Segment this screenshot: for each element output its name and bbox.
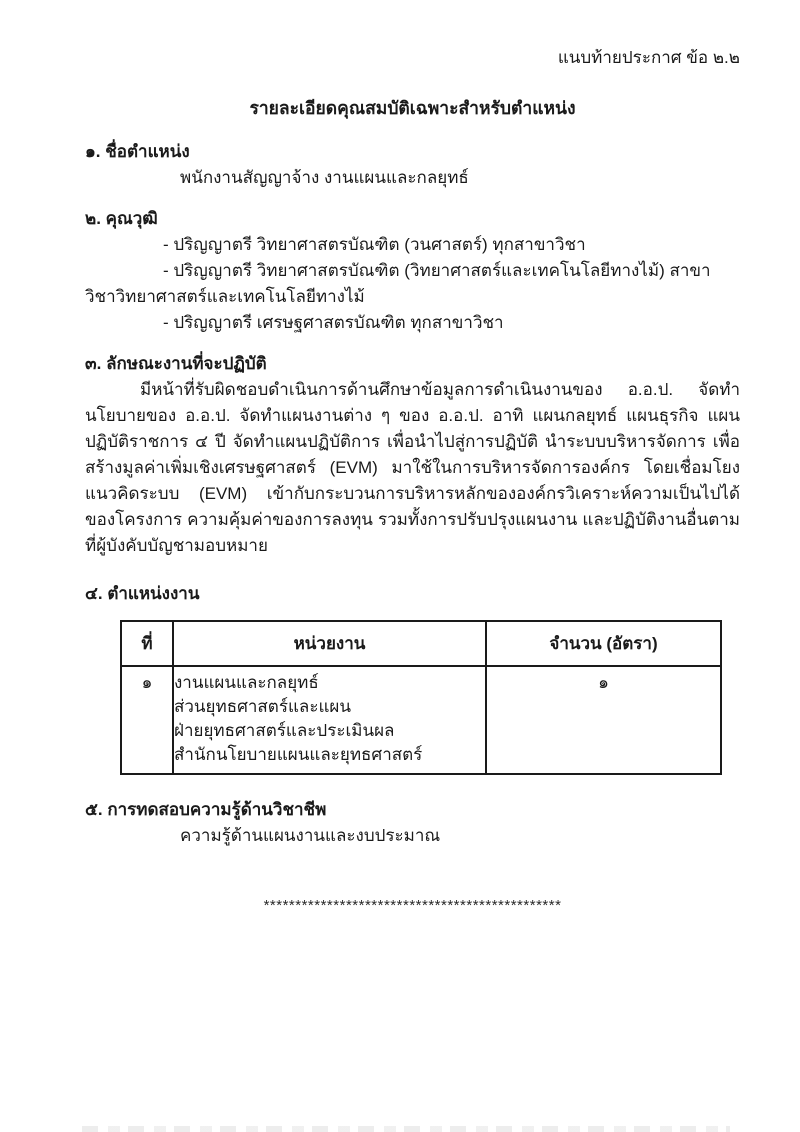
professional-test-topic: ความรู้ด้านแผนงานและงบประมาณ [180, 826, 441, 845]
position-table [120, 620, 722, 775]
position-table-body [121, 666, 721, 774]
table-cell-no: ๑ [121, 666, 173, 774]
unit-line: ส่วนยุทธศาสตร์และแผน [174, 697, 352, 716]
table-header-amount: จำนวน (อัตรา) [486, 621, 721, 666]
page-title: รายละเอียดคุณสมบัติเฉพาะสำหรับตำแหน่ง [249, 98, 576, 118]
table-header-row [121, 621, 721, 666]
qualification-item: - ปริญญาตรี วิทยาศาสตรบัณฑิต (วิทยาศาสตร์และเทคโนโลยีทางไม้) สาขาวิชาวิทยาศาสตร์และเทคโนโลยีทางไม้ [85, 261, 711, 306]
unit-line: ฝ่ายยุทธศาสตร์และประเมินผล [174, 721, 395, 740]
section1-heading: ๑. ชื่อตำแหน่ง [85, 142, 190, 161]
table-row [121, 666, 721, 774]
asterisk-divider: *********************************************** [263, 897, 562, 914]
qualification-item: - ปริญญาตรี เศรษฐศาสตรบัณฑิต ทุกสาขาวิชา [163, 313, 504, 332]
section5-heading: ๕. การทดสอบความรู้ด้านวิชาชีพ [85, 800, 327, 819]
job-description-paragraph: มีหน้าที่รับผิดชอบดำเนินการด้านศึกษาข้อมูลการดำเนินงานของ อ.อ.ป. จัดทำนโยบายของ อ.อ.ป. จัดทำแผนงานต่าง ๆ ของ อ.อ.ป. อาทิ แผนกลยุทธ์ แผนธุรกิจ แผนปฏิบัติราชการ ๔ ปี จัดทำแผนปฏิบัติการ เพื่อนำไปสู่การปฏิบัติ นำระบบบริหารจัดการ เพื่อสร้างมูลค่าเพิ่มเชิงเศรษฐศาสตร์ (EVM) มาใช้ในการบริหารจัดการองค์กร โดยเชื่อมโยงแนวคิดระบบ (EVM) เข้ากับกระบวนการบริหารหลักขององค์กรวิเคราะห์ความเป็นไปได้ของโครงการ ความคุ้มค่าของการลงทุน รวมทั้งการปรับปรุงแผนงาน และปฏิบัติงานอื่นตามที่ผู้บังคับบัญชามอบหมาย [85, 380, 740, 555]
section4-heading: ๔. ตำแหน่งงาน [85, 584, 200, 603]
position-name: พนักงานสัญญาจ้าง งานแผนและกลยุทธ์ [180, 168, 469, 187]
annex-reference-note: แนบท้ายประกาศ ข้อ ๒.๒ [557, 48, 740, 67]
qualification-item: - ปริญญาตรี วิทยาศาสตรบัณฑิต (วนศาสตร์) ทุกสาขาวิชา [163, 235, 586, 254]
table-cell-unit [173, 666, 486, 774]
position-table-head [121, 621, 721, 666]
table-header-no: ที่ [121, 621, 173, 666]
table-header-unit: หน่วยงาน [173, 621, 486, 666]
section3-heading: ๓. ลักษณะงานที่จะปฏิบัติ [85, 354, 267, 373]
section2-heading: ๒. คุณวุฒิ [85, 209, 158, 228]
page-bottom-cutoff-artifact [82, 1126, 730, 1132]
unit-line: งานแผนและกลยุทธ์ [174, 673, 319, 692]
table-cell-amount: ๑ [486, 666, 721, 774]
unit-line: สำนักนโยบายแผนและยุทธศาสตร์ [174, 745, 423, 764]
